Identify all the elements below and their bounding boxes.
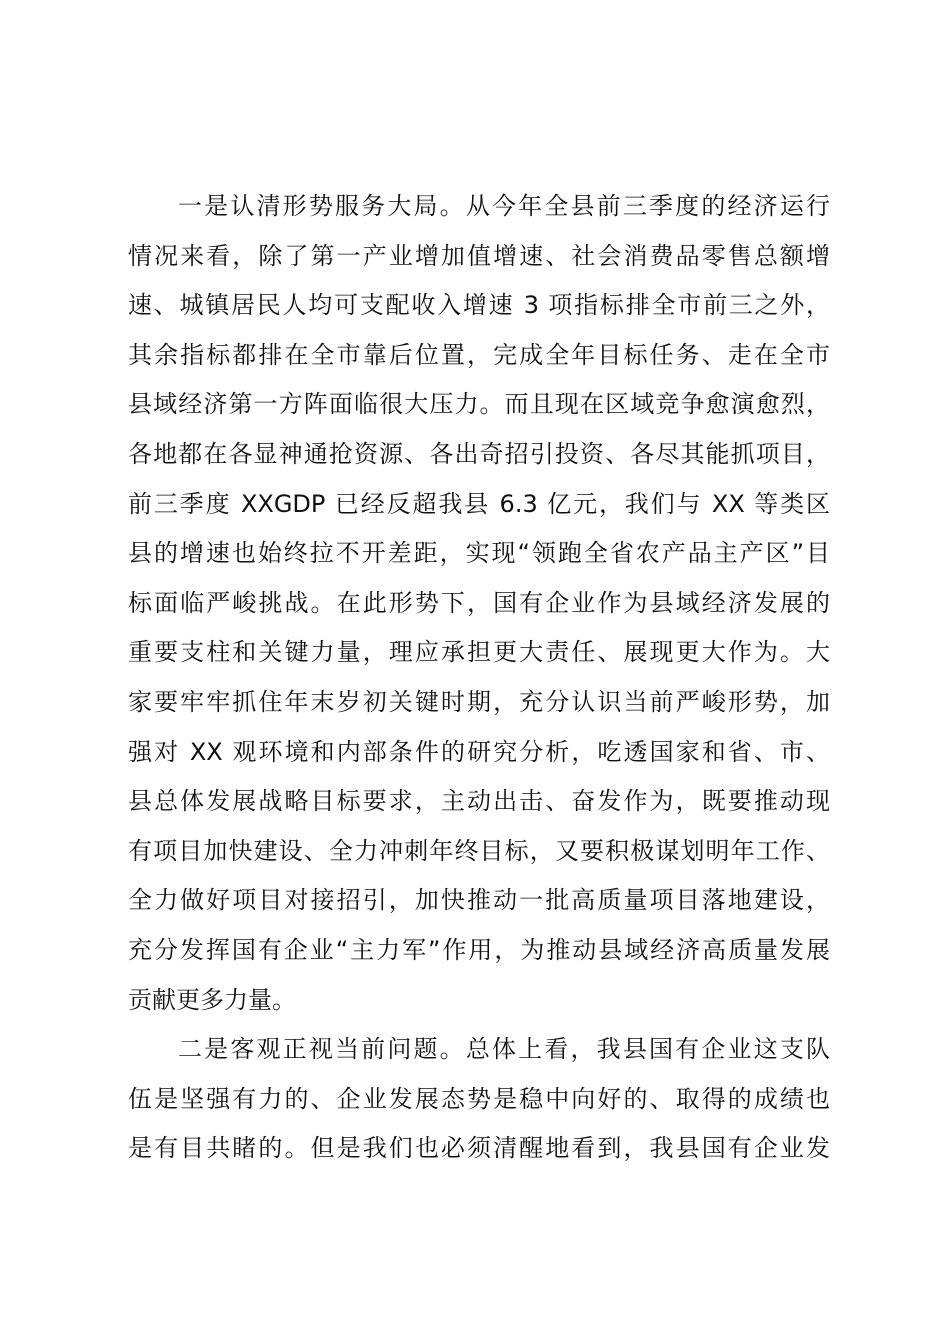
text-line: 贡献更多力量。 [128,985,296,1014]
text-line: 充分发挥国有企业“主力军”作用，为推动县域经济高质量发展 [128,935,830,964]
paragraph-situation [128,182,830,1025]
text-line: 强对 XX 观环境和内部条件的研究分析，吃透国家和省、市、 [128,737,830,766]
text-line: 全力做好项目对接招引，加快推动一批高质量项目落地建设， [128,886,830,915]
text-line: 情况来看，除了第一产业增加值增速、社会消费品零售总额增 [128,241,830,270]
document-body [128,182,830,1174]
text-line: 重要支柱和关键力量，理应承担更大责任、展现更大作为。大 [128,638,830,667]
text-line: 伍是坚强有力的、企业发展态势是稳中向好的、取得的成绩也 [128,1084,830,1113]
text-line: 二是客观正视当前问题。总体上看，我县国有企业这支队 [178,1035,830,1064]
paragraph-problems [128,1025,830,1174]
text-line: 速、城镇居民人均可支配收入增速 3 项指标排全市前三之外， [128,291,830,320]
text-line: 县总体发展战略目标要求，主动出击、奋发作为，既要推动现 [128,787,830,816]
text-line: 县的增速也始终拉不开差距，实现“领跑全省农产品主产区”目 [128,539,830,568]
text-line: 县域经济第一方阵面临很大压力。而且现在区域竞争愈演愈烈， [128,390,830,419]
text-line: 其余指标都排在全市靠后位置，完成全年目标任务、走在全市 [128,340,830,369]
text-line: 家要牢牢抓住年末岁初关键时期，充分认识当前严峻形势，加 [128,687,830,716]
text-line: 是有目共睹的。但是我们也必须清醒地看到，我县国有企业发 [128,1134,830,1163]
text-line: 一是认清形势服务大局。从今年全县前三季度的经济运行 [178,192,830,220]
text-line: 有项目加快建设、全力冲刺年终目标，又要积极谋划明年工作、 [128,836,830,865]
text-line: 标面临严峻挑战。在此形势下，国有企业作为县域经济发展的 [128,588,830,617]
text-line: 前三季度 XXGDP 已经反超我县 6.3 亿元，我们与 XX 等类区 [128,489,830,518]
text-line: 各地都在各显神通抢资源、各出奇招引投资、各尽其能抓项目， [128,439,830,468]
